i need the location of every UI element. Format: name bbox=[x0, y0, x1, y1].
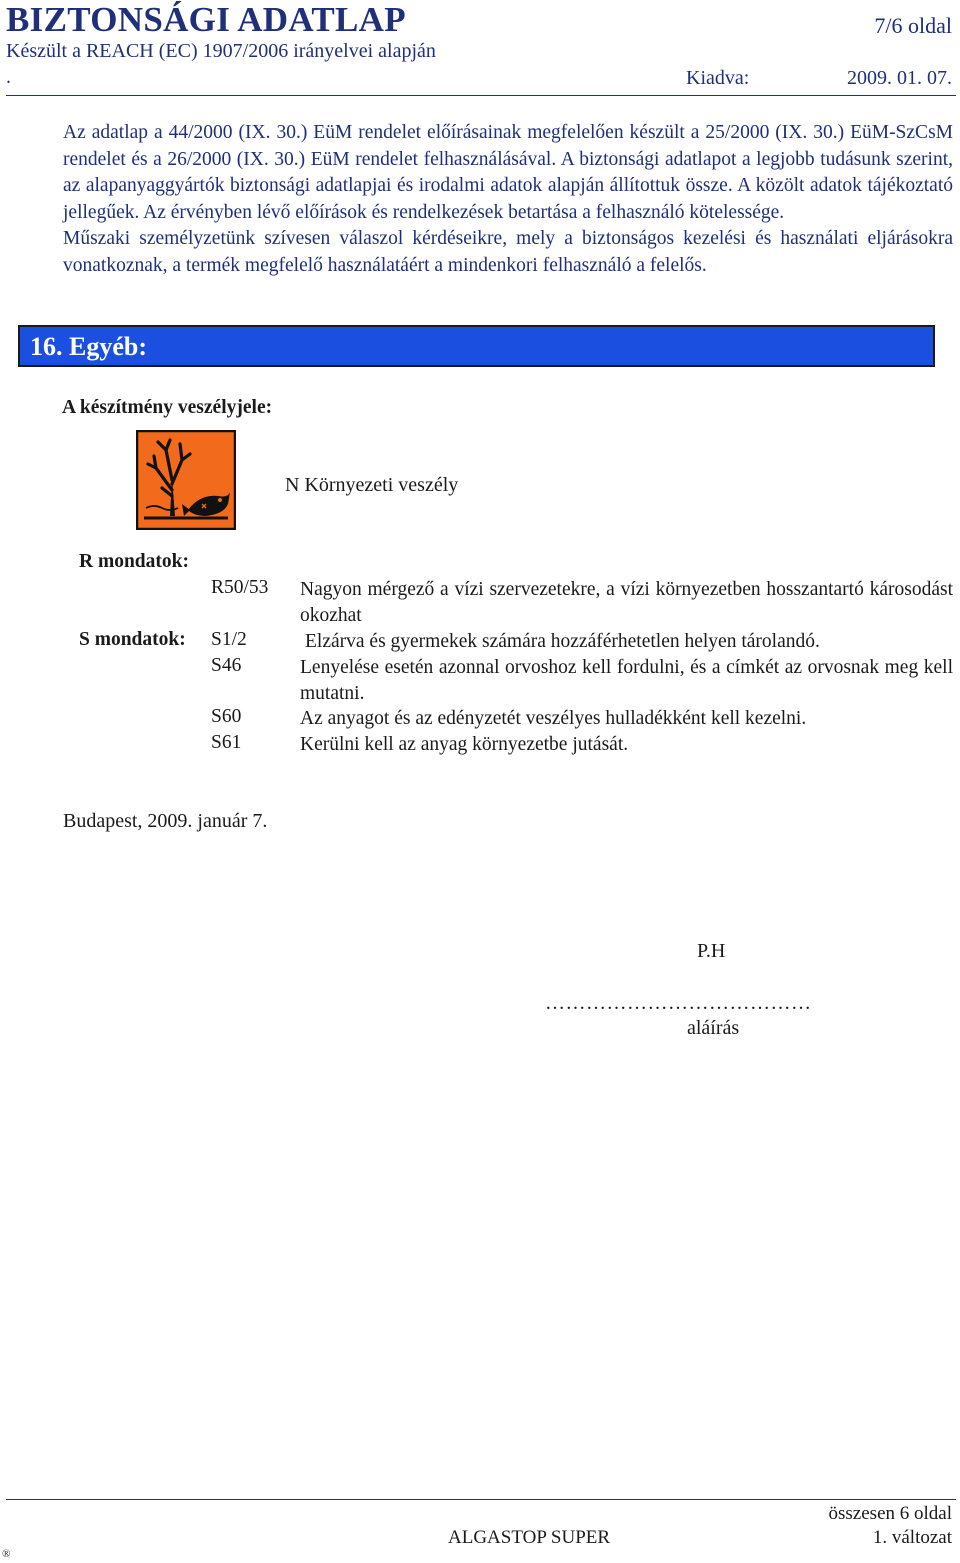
section-title: 16. Egyéb: bbox=[30, 332, 147, 361]
intro-text bbox=[63, 120, 953, 279]
footer-total-pages: összesen 6 oldal bbox=[828, 1503, 952, 1524]
s-phrase-text: Elzárva és gyermekek számára hozzáférhetetlen helyen tárolandó. bbox=[305, 631, 820, 652]
page-number: 7/6 oldal bbox=[874, 13, 952, 38]
stamp-initials: P.H bbox=[697, 940, 726, 962]
header-divider bbox=[6, 95, 956, 96]
s-phrase-code: S61 bbox=[211, 732, 242, 753]
s-phrase-code: S60 bbox=[211, 706, 242, 727]
issued-label: Kiadva: bbox=[686, 67, 750, 89]
footer-version: 1. változat bbox=[872, 1527, 952, 1548]
section-heading-bar bbox=[18, 325, 935, 367]
s-phrase-text: Az anyagot és az edényzetét veszélyes hulladékként kell kezelni. bbox=[300, 708, 807, 729]
footer-product-name: ALGASTOP SUPER bbox=[448, 1527, 611, 1548]
issued-date: 2009. 01. 07. bbox=[847, 67, 952, 89]
intro-paragraph-2: Műszaki személyzetünk szívesen válaszol kérdéseikre, mely a biztonságos kezelési és használati eljárásokra vonatkoznak, a termék megfelelő használatáért a mindenkori felhasználó a felelős. bbox=[63, 228, 953, 276]
hazard-symbol-heading: A készítmény veszélyjele: bbox=[62, 397, 273, 418]
place-and-date: Budapest, 2009. január 7. bbox=[63, 810, 268, 832]
document-title: BIZTONSÁGI ADATLAP bbox=[6, 0, 406, 39]
s-phrases-label: S mondatok: bbox=[79, 629, 186, 650]
footer-divider bbox=[6, 1499, 956, 1500]
document-subtitle: Készült a REACH (EC) 1907/2006 irányelvei alapján bbox=[6, 40, 436, 62]
r-phrase-text: Nagyon mérgező a vízi szervezetekre, a vízi környezetben hosszantartó károsodást okozhat bbox=[300, 579, 953, 626]
s-phrase-text: Lenyelése esetén azonnal orvoshoz kell fordulni, és a címkét az orvosnak meg kell mutatni. bbox=[300, 657, 953, 704]
s-phrase-text: Kerülni kell az anyag környezetbe jutását. bbox=[300, 734, 629, 755]
hazard-label: N Környezeti veszély bbox=[285, 474, 459, 496]
registered-mark: ® bbox=[2, 1548, 11, 1560]
r-phrases-label: R mondatok: bbox=[79, 551, 189, 572]
dead-tree-and-fish-hazard-icon bbox=[136, 430, 236, 530]
r-phrase-code: R50/53 bbox=[211, 577, 269, 598]
s-phrase-code: S46 bbox=[211, 655, 242, 676]
signature-label: aláírás bbox=[687, 1017, 740, 1039]
s-phrase-code: S1/2 bbox=[211, 629, 247, 650]
intro-paragraph-1: Az adatlap a 44/2000 (IX. 30.) EüM rendelet előírásainak megfelelően készült a 25/2000 (IX. 30.) EüM-SzCsM rendelet és a 26/2000 (IX. 30.) EüM rendelet felhasználásával. A biztonsági adatlapot a legjobb tudásunk szerint, az alapanyaggyártók biztonsági adatlapjai és irodalmi adatok alapján állítottuk össze. A közölt adatok tájékoztató jellegűek. Az érvényben lévő előírások és rendelkezések betartása a felhasználó kötelessége. bbox=[63, 122, 953, 223]
signature-line: ………………………………… bbox=[545, 992, 812, 1014]
header-dot: . bbox=[6, 66, 11, 88]
